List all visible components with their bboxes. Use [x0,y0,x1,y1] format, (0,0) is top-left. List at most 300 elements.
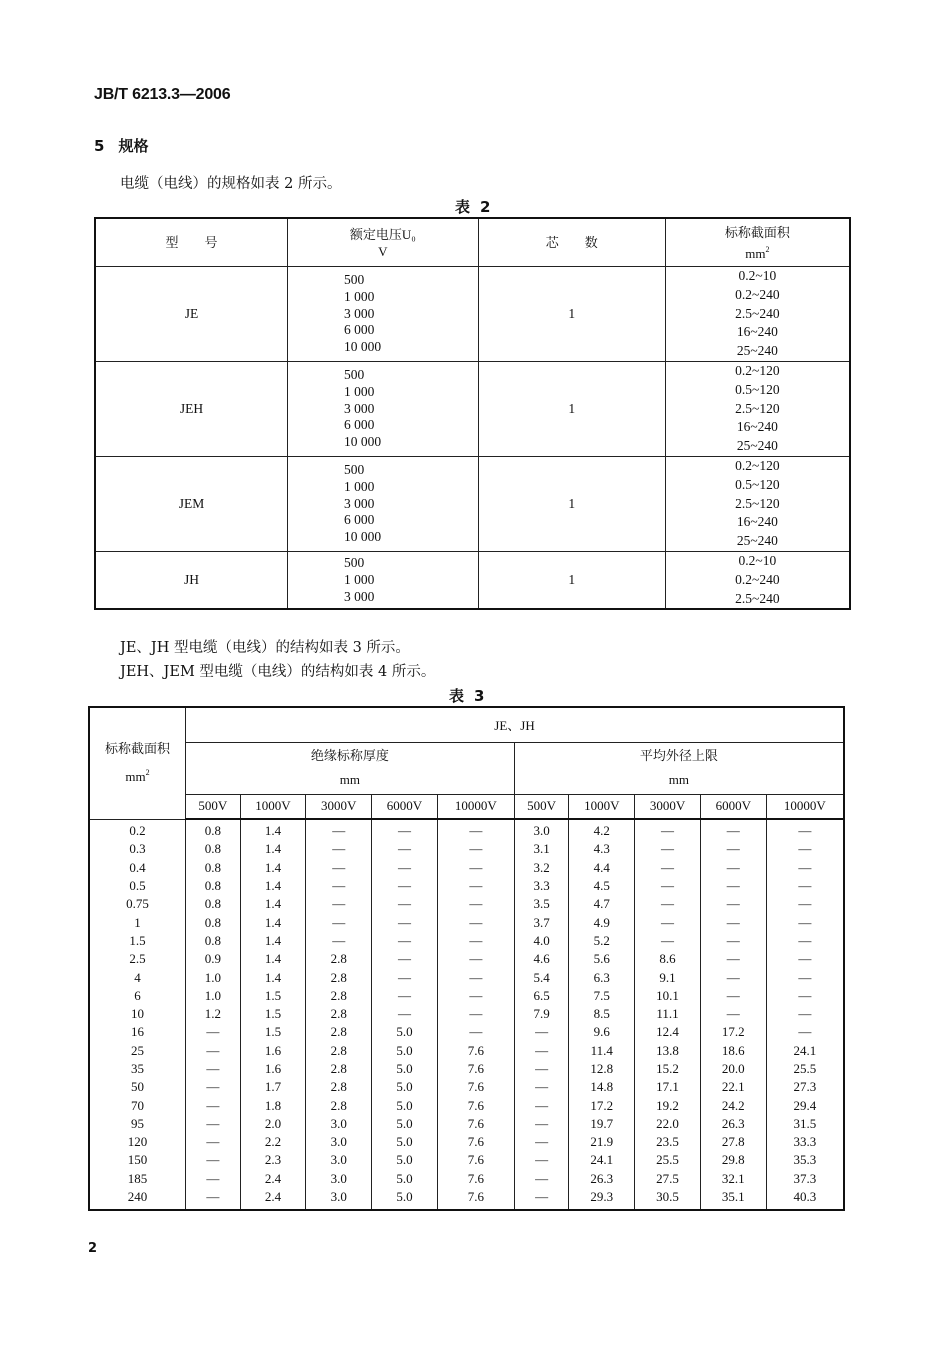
cell-value: — [635,840,701,858]
voltage-value: 500 [343,555,365,570]
cell-value: 1.7 [240,1078,306,1096]
cell-value: 6.5 [514,987,569,1005]
header-area-unit: mm [125,769,146,785]
header-nominal-area [89,707,186,819]
table-row [89,968,844,986]
table-3-je-jh-structure [88,706,845,1211]
voltage-value: 1 000 [343,383,375,399]
table-row [89,819,844,840]
cell-value: — [766,1023,844,1041]
area-range-value: 16~240 [736,419,778,435]
table-row [89,950,844,968]
area-range-value: 0.2~10 [738,268,777,283]
header-area-label: 标称截面积 [724,224,790,240]
cell-value: — [437,1023,514,1041]
table-row [89,1023,844,1041]
cell-value: — [766,987,844,1005]
cell-value: 2.8 [306,1023,372,1041]
cell-value: 13.8 [635,1042,701,1060]
table-row [89,932,844,950]
voltage-value: 3 000 [343,495,375,511]
cell-cores: 1 [478,267,665,362]
caption-label: 表 [449,687,465,705]
cell-value: 17.1 [635,1078,701,1096]
header-diameter-unit: mm [668,772,689,787]
caption-number: 2 [480,198,491,216]
cell-nominal-area: 2.5 [89,950,186,968]
cell-value: — [766,913,844,931]
cell-value: 0.8 [186,913,241,931]
voltage-value: 10 000 [343,529,382,545]
cell-value: 32.1 [700,1170,766,1188]
voltage-value: 3 000 [343,305,375,321]
cell-value: — [635,819,701,840]
area-range-value: 2.5~120 [735,400,780,416]
cell-value: — [514,1133,569,1151]
table-row [89,1170,844,1188]
table-row [89,1005,844,1023]
cell-nominal-area: 70 [89,1096,186,1114]
header-diameter-voltage: 3000V [635,794,701,819]
cell-value: 24.1 [569,1151,635,1169]
page-number: 2 [88,1241,98,1256]
cell-value: 10.1 [635,987,701,1005]
cell-value: — [186,1060,241,1078]
cell-value: — [306,877,372,895]
cell-value: 4.0 [514,932,569,950]
header-insulation-voltage: 10000V [437,794,514,819]
area-range-value: 16~240 [736,514,778,530]
section-title: 规格 [118,137,149,155]
cell-value: — [700,1005,766,1023]
standard-code: JB/T 6213.3—2006 [94,86,231,103]
cell-value: — [514,1096,569,1114]
cell-areas [665,361,850,456]
cell-value: — [437,932,514,950]
cell-value: 33.3 [766,1133,844,1151]
cell-value: 1.4 [240,859,306,877]
cell-value: — [186,1023,241,1041]
cell-value: — [766,819,844,840]
cell-value: 17.2 [700,1023,766,1041]
cell-value: — [186,1188,241,1210]
header-outer-diameter [514,742,844,794]
cell-value: 40.3 [766,1188,844,1210]
cell-value: 3.5 [514,895,569,913]
cell-value: 18.6 [700,1042,766,1060]
cell-value: 24.1 [766,1042,844,1060]
table-row [89,840,844,858]
cell-value: 2.8 [306,950,372,968]
header-nominal-area [665,218,850,267]
cell-value: 31.5 [766,1115,844,1133]
cell-value: — [306,913,372,931]
cell-value: 1.4 [240,950,306,968]
header-model: 型 号 [95,218,287,267]
cell-value: 19.2 [635,1096,701,1114]
voltage-value: 10 000 [343,339,382,355]
cell-value: — [306,819,372,840]
cell-value: — [766,877,844,895]
cell-value: 0.8 [186,877,241,895]
cell-value: 3.3 [514,877,569,895]
cell-nominal-area: 4 [89,968,186,986]
cell-value: 7.6 [437,1096,514,1114]
cell-value: 22.0 [635,1115,701,1133]
cell-value: — [514,1170,569,1188]
cell-value: 0.8 [186,819,241,840]
cell-value: 5.0 [372,1078,438,1096]
cell-value: 12.8 [569,1060,635,1078]
cell-value: — [700,968,766,986]
cell-value: — [372,1005,438,1023]
cell-value: 25.5 [766,1060,844,1078]
cell-voltages [287,551,478,609]
cell-value: — [700,840,766,858]
cell-value: 2.8 [306,1042,372,1060]
cell-value: — [514,1115,569,1133]
table2-caption [455,196,490,217]
cell-areas [665,456,850,551]
cell-nominal-area: 120 [89,1133,186,1151]
cell-value: 12.4 [635,1023,701,1041]
cell-value: 9.1 [635,968,701,986]
cell-nominal-area: 1 [89,913,186,931]
header-cable-group: JE、JH [186,707,845,742]
table3-caption [449,685,484,706]
cell-value: 2.8 [306,968,372,986]
cell-value: 1.4 [240,819,306,840]
cell-value: 4.4 [569,859,635,877]
area-range-value: 2.5~240 [735,590,780,606]
cell-value: 7.6 [437,1115,514,1133]
cell-value: 27.3 [766,1078,844,1096]
cell-value: — [766,932,844,950]
header-cores: 芯 数 [478,218,665,267]
table-row [89,859,844,877]
table-row [95,361,850,456]
cell-value: 5.4 [514,968,569,986]
cell-value: 5.2 [569,932,635,950]
cell-value: 1.4 [240,895,306,913]
cell-value: 2.8 [306,1078,372,1096]
voltage-value: 500 [343,272,365,287]
voltage-value: 500 [343,366,365,382]
voltage-value: 1 000 [343,478,375,494]
cell-nominal-area: 25 [89,1042,186,1060]
cell-areas [665,551,850,609]
cell-value: 37.3 [766,1170,844,1188]
paragraph-jeh-jem-structure: JEH、JEM 型电缆（电线）的结构如表 4 所示。 [120,664,436,680]
cell-nominal-area: 185 [89,1170,186,1188]
cell-model: JE [95,267,287,362]
cell-value: 5.0 [372,1042,438,1060]
area-range-value: 25~240 [736,343,778,359]
cell-value: 1.0 [186,968,241,986]
cell-value: 4.3 [569,840,635,858]
cell-value: — [437,859,514,877]
cell-nominal-area: 150 [89,1151,186,1169]
header-area-label: 标称截面积 [104,741,170,757]
cell-value: 3.0 [514,819,569,840]
cell-value: 1.8 [240,1096,306,1114]
area-range-value: 25~240 [736,533,778,549]
cell-value: 0.8 [186,859,241,877]
cell-nominal-area: 0.3 [89,840,186,858]
area-range-value: 25~240 [736,438,778,454]
cell-value: 35.1 [700,1188,766,1210]
cell-value: — [372,987,438,1005]
cell-value: 2.8 [306,1060,372,1078]
cell-value: 2.8 [306,1005,372,1023]
area-range-value: 2.5~240 [735,305,780,321]
voltage-value: 1 000 [343,571,375,587]
cell-value: 5.0 [372,1133,438,1151]
cell-nominal-area: 10 [89,1005,186,1023]
cell-value: 30.5 [635,1188,701,1210]
cell-value: — [514,1188,569,1210]
area-range-value: 2.5~120 [735,495,780,511]
table-row [89,1078,844,1096]
cell-value: — [700,987,766,1005]
cell-value: — [514,1042,569,1060]
cell-value: — [437,819,514,840]
cell-value: 7.6 [437,1078,514,1096]
table-row [95,267,850,362]
cell-areas [665,267,850,362]
cell-value: — [437,895,514,913]
cell-value: — [700,895,766,913]
cell-value: 3.1 [514,840,569,858]
cell-value: 0.8 [186,932,241,950]
header-voltage-unit: V [378,243,388,259]
header-insulation-voltage: 500V [186,794,241,819]
cell-value: 22.1 [700,1078,766,1096]
cell-value: 7.6 [437,1060,514,1078]
cell-value: 5.0 [372,1188,438,1210]
cell-value: 11.1 [635,1005,701,1023]
voltage-value: 3 000 [343,400,375,416]
table-row [89,1115,844,1133]
table-2-specifications [94,217,851,610]
cell-cores: 1 [478,551,665,609]
cell-value: 26.3 [569,1170,635,1188]
cell-value: 3.0 [306,1115,372,1133]
cell-value: 5.6 [569,950,635,968]
cell-value: 0.9 [186,950,241,968]
header-insulation-unit: mm [339,772,360,787]
cell-value: — [766,1005,844,1023]
cell-value: — [186,1151,241,1169]
cell-value: — [186,1115,241,1133]
header-insulation-label: 绝缘标称厚度 [310,748,389,763]
caption-label: 表 [455,198,471,216]
cell-value: 0.8 [186,840,241,858]
area-range-value: 0.2~240 [735,571,780,587]
cell-nominal-area: 16 [89,1023,186,1041]
voltage-value: 6 000 [343,417,375,433]
cell-value: 6.3 [569,968,635,986]
cell-value: — [635,859,701,877]
cell-value: 2.8 [306,1096,372,1114]
cell-value: — [700,859,766,877]
cell-value: — [186,1133,241,1151]
cell-cores: 1 [478,361,665,456]
cell-value: — [700,932,766,950]
cell-value: 2.0 [240,1115,306,1133]
cell-value: — [437,840,514,858]
cell-value: — [372,968,438,986]
cell-value: 27.8 [700,1133,766,1151]
voltage-value: 6 000 [343,512,375,528]
cell-value: — [766,840,844,858]
cell-value: 4.2 [569,819,635,840]
paragraph-spec-intro: 电缆（电线）的规格如表 2 所示。 [120,176,342,192]
voltage-value: 1 000 [343,288,375,304]
table-row [89,1060,844,1078]
cell-value: 5.0 [372,1023,438,1041]
cell-value: — [766,895,844,913]
cell-value: 9.6 [569,1023,635,1041]
cell-value: — [186,1170,241,1188]
cell-value: 20.0 [700,1060,766,1078]
voltage-value: 6 000 [343,322,375,338]
cell-value: 19.7 [569,1115,635,1133]
area-range-value: 0.2~120 [735,362,780,378]
cell-value: 1.5 [240,1023,306,1041]
cell-value: 4.7 [569,895,635,913]
cell-value: 24.2 [700,1096,766,1114]
header-insulation-voltage: 1000V [240,794,306,819]
cell-value: 7.6 [437,1042,514,1060]
cell-value: 27.5 [635,1170,701,1188]
area-range-value: 16~240 [736,324,778,340]
cell-value: 1.4 [240,840,306,858]
cell-value: 29.3 [569,1188,635,1210]
cell-value: 7.6 [437,1188,514,1210]
cell-value: 2.2 [240,1133,306,1151]
cell-value: 11.4 [569,1042,635,1060]
area-range-value: 0.2~120 [735,457,780,473]
area-range-value: 0.5~120 [735,381,780,397]
header-area-sup: 2 [145,768,150,778]
header-insulation-voltage: 3000V [306,794,372,819]
cell-cores: 1 [478,456,665,551]
cell-value: 29.4 [766,1096,844,1114]
cell-value: 7.6 [437,1170,514,1188]
cell-value: 23.5 [635,1133,701,1151]
header-diameter-label: 平均外径上限 [639,748,718,763]
cell-value: — [372,819,438,840]
cell-nominal-area: 240 [89,1188,186,1210]
header-diameter-voltage: 6000V [700,794,766,819]
cell-value: 15.2 [635,1060,701,1078]
cell-value: — [437,950,514,968]
cell-nominal-area: 35 [89,1060,186,1078]
cell-nominal-area: 1.5 [89,932,186,950]
cell-value: 1.6 [240,1042,306,1060]
cell-value: — [186,1078,241,1096]
cell-nominal-area: 0.4 [89,859,186,877]
cell-value: 1.5 [240,1005,306,1023]
cell-value: — [700,950,766,968]
cell-value: — [372,859,438,877]
cell-value: — [306,932,372,950]
table-row [89,1188,844,1210]
cell-value: 1.6 [240,1060,306,1078]
cell-value: — [766,950,844,968]
cell-value: — [635,932,701,950]
section-heading [94,135,148,156]
header-insulation-thickness [186,742,515,794]
table-row [89,895,844,913]
cell-value: 1.2 [186,1005,241,1023]
cell-value: 8.5 [569,1005,635,1023]
cell-value: 3.0 [306,1133,372,1151]
cell-nominal-area: 0.2 [89,819,186,840]
cell-value: 26.3 [700,1115,766,1133]
cell-model: JH [95,551,287,609]
cell-value: 1.0 [186,987,241,1005]
header-area-sup: 2 [765,244,770,254]
cell-value: — [372,840,438,858]
cell-value: — [437,877,514,895]
table-row [89,1151,844,1169]
cell-value: — [372,913,438,931]
cell-voltages [287,361,478,456]
cell-value: — [635,877,701,895]
cell-value: 1.5 [240,987,306,1005]
cell-voltages [287,267,478,362]
cell-value: 1.4 [240,913,306,931]
cell-value: — [635,913,701,931]
cell-value: 4.9 [569,913,635,931]
cell-value: — [186,1042,241,1060]
cell-value: 7.9 [514,1005,569,1023]
voltage-value: 3 000 [343,588,375,604]
cell-value: 2.4 [240,1188,306,1210]
cell-value: — [700,877,766,895]
cell-value: 1.4 [240,932,306,950]
cell-value: 2.3 [240,1151,306,1169]
cell-value: — [635,895,701,913]
cell-value: — [700,819,766,840]
header-diameter-voltage: 1000V [569,794,635,819]
cell-value: 7.6 [437,1151,514,1169]
voltage-value: 10 000 [343,434,382,450]
cell-value: 35.3 [766,1151,844,1169]
cell-value: 1.4 [240,877,306,895]
cell-value: 3.0 [306,1170,372,1188]
cell-value: — [306,840,372,858]
table-row [95,551,850,609]
cell-value: — [766,859,844,877]
cell-value: 4.5 [569,877,635,895]
voltage-value: 500 [343,461,365,477]
cell-value: 3.0 [306,1151,372,1169]
cell-value: — [306,859,372,877]
cell-nominal-area: 95 [89,1115,186,1133]
cell-value: — [372,895,438,913]
table-row [95,456,850,551]
cell-value: 5.0 [372,1170,438,1188]
header-voltage-label: 额定电压U₀ [349,226,416,242]
paragraph-je-jh-structure: JE、JH 型电缆（电线）的结构如表 3 所示。 [120,640,410,656]
cell-value: — [437,987,514,1005]
cell-value: — [306,895,372,913]
cell-value: — [437,1005,514,1023]
cell-model: JEH [95,361,287,456]
